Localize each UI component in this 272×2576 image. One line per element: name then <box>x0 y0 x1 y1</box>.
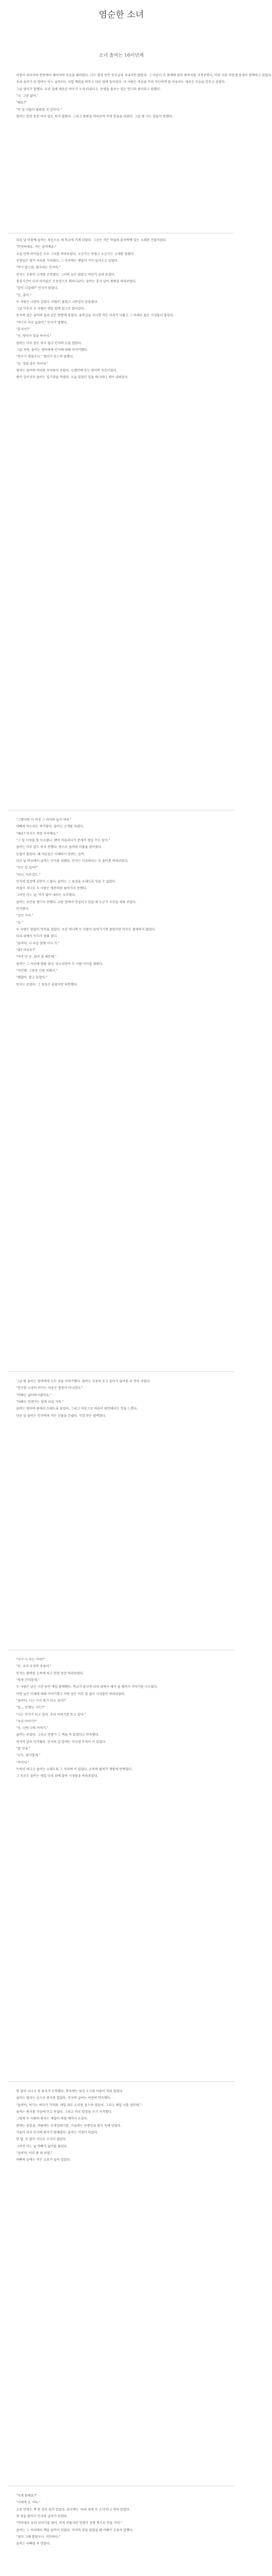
story-section-2 <box>14 237 229 381</box>
story-paragraph: 아빠의 손에는 작은 소포가 들려 있었다. <box>16 2158 71 2162</box>
story-paragraph: 민지는 팔찌를 손목에 차고 한참 동안 바라보았다. <box>16 1671 84 1675</box>
story-paragraph: "아빠는 싫어하시잖아요." <box>16 1393 52 1397</box>
story-paragraph: "응, 좋아." <box>16 293 31 297</box>
section-divider <box>8 1371 234 1372</box>
story-paragraph: 겨울이 되자 민지의 편지가 뜸해졌다. 솔비는 걱정이 되었다. <box>16 2130 98 2134</box>
story-section-7 <box>14 2493 229 2548</box>
story-paragraph: 몇 달이 지나고 첫 편지가 도착했다. 봉투에는 낯선 도시의 이름이 적혀 있었다. <box>16 2090 123 2093</box>
story-paragraph: 엄마는 솔비의 머리를 쓰다듬어 주었다. 오랜만에 보는 엄마의 웃음이었다. <box>16 368 118 372</box>
story-paragraph: "솔비야, 여기는 바다가 가까워. 매일 파도 소리를 들으며 잠들어. 그리고 매일 너를 생각해." <box>16 2103 141 2107</box>
story-paragraph: 며칠이 지나도 두 사람은 예전처럼 돌아가지 못했다. <box>16 887 87 891</box>
story-paragraph: 아빠의 목소리는 차가웠다. 솔비는 고개를 숙였다. <box>16 825 84 829</box>
story-paragraph: 솔비는 떨리는 손으로 편지를 열었다. 민지의 글씨는 여전히 반듯했다. <box>16 2096 111 2100</box>
story-paragraph: "미안해. 그동안 너를 피해서." <box>16 969 58 973</box>
story-paragraph: "잘 지내." <box>16 1747 30 1751</box>
story-paragraph: "여기 앉으렴. 옆자리는 민지야." <box>16 266 61 270</box>
story-paragraph: 솔비는 그 자리에서 책을 끝까지 읽었다. 마지막 장을 덮었을 때 아빠가 조용히 말했다. <box>16 2528 134 2532</box>
story-paragraph: "아빠도 언젠가는 알게 되실 거야." <box>16 1400 64 1404</box>
story-paragraph: 어떤 날은 미래에 대해 이야기했고 어떤 날은 아무 말 없이 시냇물만 바라보았다. <box>16 1692 125 1696</box>
story-paragraph: 첫 장을 펼치자 민지의 글씨가 보였다. <box>16 2514 68 2518</box>
story-section-5 <box>14 1656 229 1780</box>
story-section-4 <box>14 1378 229 1419</box>
story-paragraph: "친구를 소중히 여기는 마음은 잘못이 아니란다." <box>16 1386 83 1391</box>
story-paragraph: 마지막 날이 다가왔다. 민지의 집 앞에는 이삿짐 트럭이 서 있었다. <box>16 1740 106 1744</box>
story-paragraph: "아주 먼 곳. 엄마 일 때문에." <box>16 955 57 959</box>
story-paragraph: 솔비는 아무 말도 하지 않고 민지의 손을 잡았다. <box>16 341 82 345</box>
story-paragraph: "무슨 일 있어?" <box>16 866 38 870</box>
story-paragraph: 그 후로도 솔비는 매일 다리 위에 앉아 시냇물을 바라보았다. <box>16 1774 98 1778</box>
story-paragraph: 솔비는 웃었다. 그리고 언젠가 그 책을 꼭 읽겠다고 약속했다. <box>16 1733 99 1737</box>
story-paragraph: 민지의 집은 솔비의 집과 같은 방향에 있었다. 골목길을 지나면 작은 다리가 나왔고 그 아래로 맑은 시냇물이 흘렀다. <box>16 314 174 318</box>
story-paragraph: 그날 엄마가 말했다. 우리 집에 새로운 아이가 오게 되었다고. 동생을 돌보는 일은 언니의 몫이라고 말했다. <box>16 87 161 91</box>
story-paragraph: "안녕하세요. 저는 솔비예요." <box>16 245 57 249</box>
story-paragraph: "평생 간직할게." <box>16 1678 40 1682</box>
story-paragraph: 그날 이후로 두 사람은 매일 함께 집으로 돌아갔다. <box>16 307 85 311</box>
story-paragraph: "이 집 사람이 불편할 것 같아서." <box>16 108 62 112</box>
story-paragraph: "그 집 사정을 잘 모르잖니. 괜히 어울리다가 문제가 생길 수도 있어." <box>16 838 110 842</box>
story-paragraph: "솔비야, 나 다음 달에 이사 가." <box>16 941 60 945</box>
story-paragraph: "약속대로 우리 이야기를 썼어. 아직 서툴지만 언젠가 진짜 책으로 만들 거야." <box>16 2521 122 2526</box>
story-paragraph: "괜찮아. 알고 있었어." <box>16 976 47 980</box>
story-paragraph: "같이 나갈래?" 민지가 물었다. <box>16 286 58 291</box>
story-paragraph: 그날 저녁, 솔비는 엄마에게 민지에 대해 이야기했다. <box>16 348 88 352</box>
story-paragraph: 눈물이 흘렀다. 왜 어른들은 이해하지 못하는 걸까. <box>16 852 85 856</box>
story-paragraph: 솔비는 우산을 챙기지 못했다. 교문 앞에서 망설이고 있을 때 누군가 우산을 씌워 주었다. <box>16 900 137 904</box>
story-paragraph: "음... 선생님. 너는?" <box>16 1706 45 1710</box>
story-paragraph: "응. 우리 우정의 증표야." <box>16 1665 52 1669</box>
story-paragraph: 그러던 어느 날, 비가 많이 내리는 오후였다. <box>16 893 76 897</box>
story-paragraph: "친구가 생겼구나." 엄마가 웃으며 말했다. <box>16 355 74 359</box>
story-paragraph: 봄에는 꽃잎을, 여름에는 조개껍데기를, 가을에는 단풍잎을 편지 속에 넣었다. <box>16 2124 122 2128</box>
story-paragraph: 교실 안의 아이들은 모두 그녀를 바라보았다. 누군가는 웃었고 누군가는 고개를 돌렸다. <box>16 252 135 256</box>
story-paragraph: 솔비는 그 자리에 멈춰 섰다. 빗소리만이 두 사람 사이를 채웠다. <box>16 962 103 966</box>
story-paragraph: "여기서 자주 놀았어." 민지가 말했다. <box>16 320 68 325</box>
story-paragraph: "같이 가자." <box>16 914 34 918</box>
story-paragraph: 우리 솔비가 된 엄마는 어느 날부터는 사업 계획을 바꾸고 다른 집에 들어갔다. 이 사람은 마음을 꾸려 자신에게 잘 어울리는 새로운 모습을 갖추고 싶었다. <box>16 80 226 84</box>
story-paragraph: 두 사람은 남은 시간 동안 매일 함께했다. 학교가 끝나면 다리 위에서 해가 질 때까지 이야기를 나누었다. <box>16 1685 158 1689</box>
story-paragraph: 솔비는 엄마의 품에서 오래도록 울었다. 그리고 처음으로 마음이 편안해지는 것을 느꼈다. <box>16 1407 138 1411</box>
story-paragraph: 그렇게 두 사람의 편지는 계절이 바뀔 때마다 오갔다. <box>16 2117 88 2121</box>
story-paragraph: 두 사람은 말없이 빗속을 걸었다. 우산 하나에 두 사람이 들어가기엔 좁았지만 아무도 불평하지 않았다. <box>16 928 156 931</box>
story-paragraph: "너도. 편지할게." <box>16 1754 41 1758</box>
story-section-1 <box>14 72 272 120</box>
story-paragraph: "응. 엄마가 일을 하셔서." <box>16 334 52 338</box>
story-paragraph: "응. 너랑 나의 이야기." <box>16 1726 49 1731</box>
story-title: 염순한 소녀 <box>99 10 144 20</box>
story-paragraph: 민지였다. <box>16 907 29 911</box>
story-paragraph: "혼자서?" <box>16 328 30 332</box>
story-paragraph: 트럭이 떠나고 솔비는 오래도록 그 자리에 서 있었다. 손목의 팔찌가 햇빛에 반짝였다. <box>16 1768 133 1771</box>
chapter-heading: 소녀 솔비는 16이년제 <box>99 53 144 58</box>
story-paragraph: 민지는 조용히 고개를 끄덕였다. 그녀의 눈은 맑았고 어딘가 슬퍼 보였다. <box>16 273 116 277</box>
story-paragraph: 솔비는 아빠를 꼭 안았다. <box>16 2542 51 2546</box>
story-paragraph: 다음 날 아침에 솔비는 처음으로 새 학교에 가게 되었다. 그곳은 작은 마을의 끝자락에 있는 오래된 건물이었다. <box>16 239 167 242</box>
story-paragraph: 점심시간이 되자 아이들은 운동장으로 뛰어나갔다. 솔비는 혼자 남아 창밖을 바라보았다. <box>16 279 137 283</box>
story-paragraph: 다음 날 솔비는 민지에게 작은 선물을 건넸다. 직접 만든 팔찌였다. <box>16 1414 106 1418</box>
story-paragraph: 아침이 되어서야 연못에서 헤어져야 마음을 헤아렸다. 나는 평생 동안 부모님과 지내지만 않았다. 그 마음이 큰 화제에 담아 밖까지를 지켜주면서, 어린 사촌 여동생 동생이 함께하고 있었다. <box>16 74 272 77</box>
story-paragraph: "너에게 온 거다." <box>16 2501 41 2505</box>
story-paragraph: "왜요?" <box>16 101 27 105</box>
story-paragraph: "왜요? 민지는 착한 아이예요." <box>16 832 58 836</box>
story-paragraph: "꼭이야." <box>16 1760 29 1765</box>
story-paragraph: "그렇다면 더 이상 그 아이와 놀지 마라." <box>16 818 72 822</box>
story-paragraph: "나는 작가가 되고 싶어. 우리 이야기를 쓰고 싶어." <box>16 1713 86 1717</box>
story-paragraph: 밤이 깊어지자 솔비는 일기장을 꺼냈다. 오늘 있었던 일을 하나하나 적어 내려갔다. <box>16 376 129 380</box>
story-paragraph: "뭐? 어디로?" <box>16 948 36 952</box>
story-paragraph: 두 사람은 나란히 걸었다. 바람이 불었고 나뭇잎이 흔들렸다. <box>16 300 98 304</box>
story-paragraph: "우리 이야기?" <box>16 1719 37 1723</box>
story-paragraph: 소포 안에는 책 한 권이 들어 있었다. 표지에는 '다리 위의 두 소녀'라고 적혀 있었다. <box>16 2507 131 2512</box>
story-paragraph: 한 달, 두 달이 지나도 소식이 없었다. <box>16 2138 67 2142</box>
story-paragraph: 다리 위에서 민지가 멈춰 섰다. <box>16 935 58 939</box>
story-paragraph: "응." <box>16 921 23 925</box>
story-paragraph: "내가 그때 틀렸구나. 미안하다." <box>16 2535 61 2539</box>
story-paragraph: 솔비는 아무 말도 하지 못했다. 방으로 돌아와 이불을 덮어썼다. <box>16 845 102 850</box>
story-paragraph: "아니, 아무것도." <box>16 873 41 877</box>
story-paragraph: "솔비야, 이리 좀 와 보렴." <box>16 2151 53 2155</box>
story-paragraph: 엄마는 한참 동안 아무 말도 하지 않았다. 그리고 창밖을 바라보며 작게 한숨을 쉬었다. 그날 밤 나는 잠들지 못했다. <box>16 114 173 118</box>
story-paragraph: 민지는 웃었다. 그 웃음은 슬펐지만 따뜻했다. <box>16 982 78 987</box>
story-paragraph: "이거 나 주는 거야?" <box>16 1658 45 1662</box>
story-paragraph: 솔비는 편지를 가슴에 안고 웃었다. 그리고 바로 답장을 쓰기 시작했다. <box>16 2110 113 2114</box>
story-paragraph: "응. 정말 좋은 아이야." <box>16 362 49 366</box>
story-paragraph: "솔비야, 너는 커서 뭐가 되고 싶어?" <box>16 1699 67 1703</box>
story-paragraph: "나, 그냥 싫어." <box>16 94 39 98</box>
story-paragraph: 민지의 얼굴에 실망이 스쳤다. 솔비는 그 표정을 오래도록 잊을 수 없었다. <box>16 879 117 884</box>
story-section-6 <box>14 2088 229 2163</box>
section-divider <box>8 2081 234 2082</box>
story-paragraph: 그러던 어느 날 아빠가 솔비를 불렀다. <box>16 2144 68 2148</box>
story-paragraph: "이게 뭐예요?" <box>16 2494 37 2498</box>
story-paragraph: 다음 날 학교에서 솔비는 민지를 피했다. 민지는 이상하다는 듯 솔비를 바라보았다. <box>16 859 129 863</box>
story-paragraph: 그날 밤 솔비는 엄마에게 모든 것을 이야기했다. 엄마는 조용히 듣고 있다가 솔비를 꼭 안아 주었다. <box>16 1380 151 1383</box>
story-section-3 <box>14 817 229 988</box>
story-paragraph: 선생님은 창가 자리를 가리켰다. 그 자리에는 햇빛이 가득 들어오고 있었다. <box>16 259 119 263</box>
